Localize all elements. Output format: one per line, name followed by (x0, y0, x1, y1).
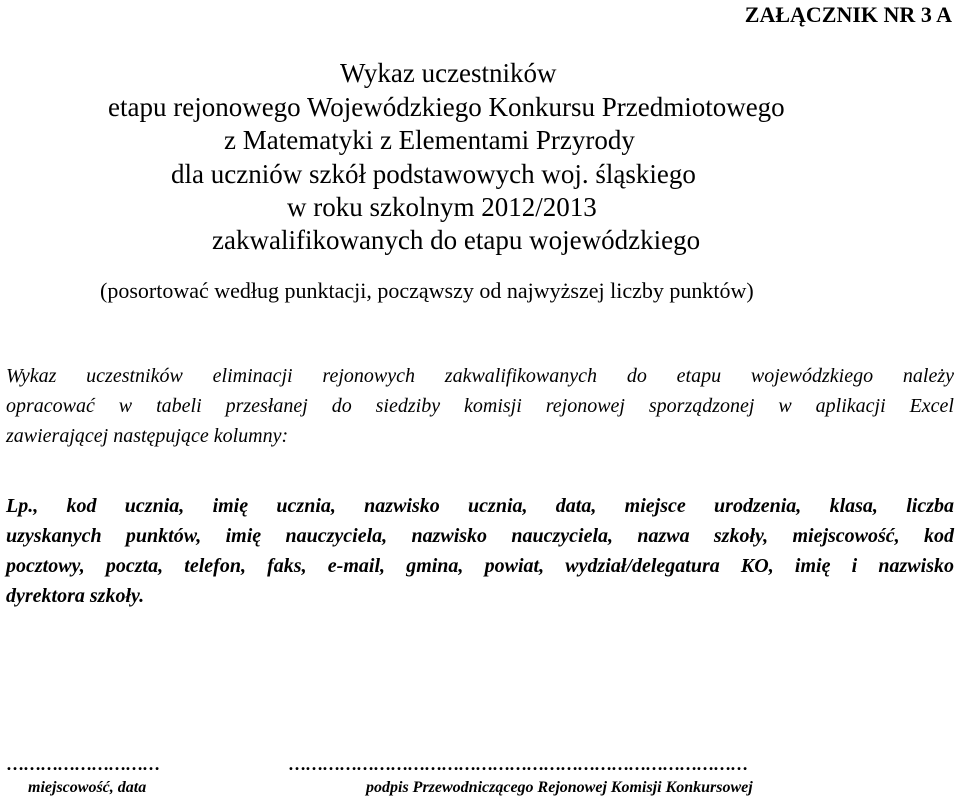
instruction-line: zawierającej następujące kolumny: (6, 425, 289, 447)
title-line: etapu rejonowego Wojewódzkiego Konkursu Przedmiotowego (108, 92, 785, 122)
columns-line: pocztowy, poczta, telefon, faks, e-mail, gmina, powiat, wydział/delegatura KO, imię i nazwisko (6, 555, 954, 577)
columns-line: uzyskanych punktów, imię nauczyciela, nazwisko nauczyciela, nazwa szkoły, miejscowość, kod (6, 525, 954, 547)
instruction-line: opracować w tabeli przesłanej do siedziby komisji rejonowej sporządzonej w aplikacji Excel (6, 395, 954, 417)
signature-dots: ……………………………………………………………………… (288, 754, 747, 774)
columns-line: dyrektora szkoły. (6, 585, 145, 607)
place-date-dots: ……………………… (6, 754, 159, 774)
title-line: w roku szkolnym 2012/2013 (287, 192, 597, 222)
place-date-label: miejscowość, data (28, 779, 147, 796)
columns-paragraph (6, 491, 954, 611)
sort-note: (posortować według punktacji, począwszy od najwyższej liczby punktów) (100, 278, 754, 303)
columns-line: Lp., kod ucznia, imię ucznia, nazwisko ucznia, data, miejsce urodzenia, klasa, liczba (6, 495, 954, 517)
instruction-line: Wykaz uczestników eliminacji rejonowych zakwalifikowanych do etapu wojewódzkiego należy (6, 365, 954, 387)
title-line: z Matematyki z Elementami Przyrody (224, 125, 635, 155)
title-line: Wykaz uczestników (340, 58, 557, 88)
annex-label: ZAŁĄCZNIK NR 3 A (744, 2, 952, 27)
instruction-paragraph (6, 361, 954, 451)
title-line: dla uczniów szkół podstawowych woj. śląskiego (171, 159, 696, 189)
signature-label: podpis Przewodniczącego Rejonowej Komisji Konkursowej (366, 779, 753, 796)
title-line: zakwalifikowanych do etapu wojewódzkiego (212, 225, 701, 255)
